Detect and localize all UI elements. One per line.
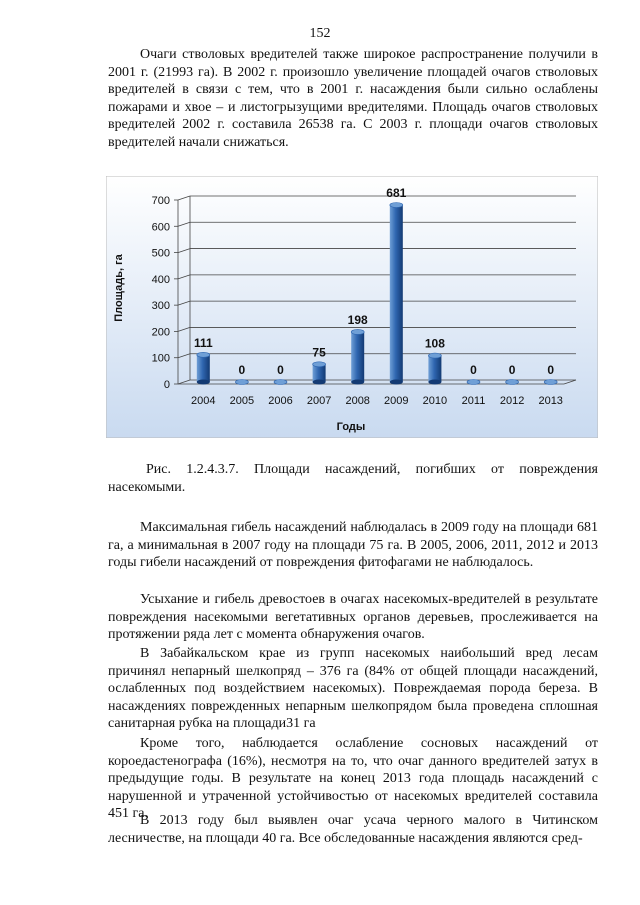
bar-body xyxy=(390,205,403,382)
y-tick-label: 500 xyxy=(151,247,170,260)
bar-2004 xyxy=(197,352,210,384)
bar-cap xyxy=(197,352,210,357)
data-label: 0 xyxy=(238,363,246,377)
data-label: 111 xyxy=(193,335,213,350)
data-label: 0 xyxy=(277,363,284,377)
y-tick-label: 700 xyxy=(151,195,170,207)
bar-cap xyxy=(506,380,519,385)
bar-base xyxy=(390,380,403,385)
x-tick-label: 2007 xyxy=(306,395,332,407)
x-tick-label: 2009 xyxy=(384,395,409,407)
bar-2006 xyxy=(274,380,287,385)
data-label: 75 xyxy=(312,345,326,360)
x-tick-label: 2006 xyxy=(268,395,293,407)
y-tick-label: 400 xyxy=(151,273,170,286)
bar-2013 xyxy=(544,380,557,385)
bar-cap xyxy=(467,380,480,385)
paragraph-max-mortality: Максимальная гибель насаждений наблюдалась в 2009 году на площади 681 га, а минимальная в 2007 году на площади 75 га. В 2005, 2006, 2011, 2012 и 2013 годы гибели насаждений от повреждения фитофагами не наблюдалось. xyxy=(108,520,598,571)
data-label: 681 xyxy=(386,185,407,200)
paragraph-decline: Усыхание и гибель древостоев в очагах насекомых-вредителей в результате повреждения насекомыми вегетативных органов деревьев, прослеживается на протяжении ряда лет с момента обнаружения очагов. xyxy=(108,592,598,643)
bar-2008 xyxy=(351,329,364,384)
chart-figure xyxy=(106,176,598,438)
bar-chart xyxy=(106,176,598,438)
x-tick-label: 2004 xyxy=(191,395,216,407)
paragraph-gypsy-moth: В Забайкальском крае из групп насекомых наибольший вред лесам причинял непарный шелкопряд – 376 га (84% от общей площади насаждений, ослабленных под воздействием насекомых). Повреждаемая порода береза. В насаждениях поврежденных непарным шелкопрядом была проведена сплошная санитарная рубка на площади31 га xyxy=(108,646,598,732)
paragraph-stem-pests: Очаги стволовых вредителей также широкое распространение получили в 2001 г. (21993 га). В 2002 г. произошло увеличение площадей очагов стволовых вредителей в связи с тем, что в 2001 г. насаждения были сильно ослаблены пожарами и хвое – и листогрызущими вредителями. Площадь очагов стволовых вредителей 2002 г. составила 26538 га. С 2003 г. площади очагов стволовых вредителей начали снижаться. xyxy=(108,47,598,150)
x-tick-label: 2008 xyxy=(345,395,370,407)
bar-2010 xyxy=(428,353,441,384)
paragraph-bark-beetle: Кроме того, наблюдается ослабление сосновых насаждений от короедастенографа (16%), несмотря на то, что очаг данного вредителей затух в предыдущие годы. В результате на конец 2013 года площадь насаждений с нарушенной и утраченной устойчивостью от насекомых вредителей составила 451 га. xyxy=(108,736,598,822)
x-tick-label: 2010 xyxy=(422,395,448,407)
data-label: 198 xyxy=(347,312,368,327)
data-label: 108 xyxy=(424,336,445,351)
x-tick-label: 2011 xyxy=(461,395,486,407)
bar-2005 xyxy=(235,380,248,385)
bar-cap xyxy=(428,353,441,358)
x-tick-label: 2005 xyxy=(229,395,255,407)
x-tick-label: 2013 xyxy=(538,395,563,407)
paragraph-longhorn-beetle: В 2013 году был выявлен очаг усача черного малого в Читинском лесничестве, на площади 40 га. Все обследованные насаждения являются сред- xyxy=(108,813,598,846)
bar-body xyxy=(197,355,210,382)
data-label: 0 xyxy=(470,363,477,377)
y-axis-title: Площадь, га xyxy=(113,254,125,322)
data-label: 0 xyxy=(508,363,516,377)
bar-base xyxy=(313,380,326,385)
y-tick-label: 200 xyxy=(151,326,170,339)
bar-body xyxy=(428,356,441,382)
bar-base xyxy=(428,380,441,385)
bar-cap xyxy=(544,380,557,385)
x-tick-label: 2012 xyxy=(499,395,525,407)
y-tick-label: 600 xyxy=(151,221,170,234)
y-tick-label: 0 xyxy=(163,379,170,391)
bar-2011 xyxy=(467,380,480,385)
y-tick-label: 100 xyxy=(151,352,170,365)
bar-2007 xyxy=(313,362,326,385)
x-axis-title: Годы xyxy=(336,421,366,433)
bar-cap xyxy=(313,362,326,367)
bar-2012 xyxy=(506,380,519,385)
page-number: 152 xyxy=(309,26,331,41)
bar-2009 xyxy=(390,202,403,384)
y-tick-label: 300 xyxy=(151,300,170,313)
bar-cap xyxy=(235,380,248,385)
bar-cap xyxy=(351,329,364,334)
bar-base xyxy=(351,380,364,385)
bar-body xyxy=(351,332,364,382)
figure-caption: Рис. 1.2.4.3.7. Площади насаждений, погибших от повреждения насекомыми. xyxy=(108,462,598,495)
bar-cap xyxy=(390,202,403,207)
bar-base xyxy=(197,380,210,385)
data-label: 0 xyxy=(547,363,555,377)
bar-cap xyxy=(274,380,287,385)
